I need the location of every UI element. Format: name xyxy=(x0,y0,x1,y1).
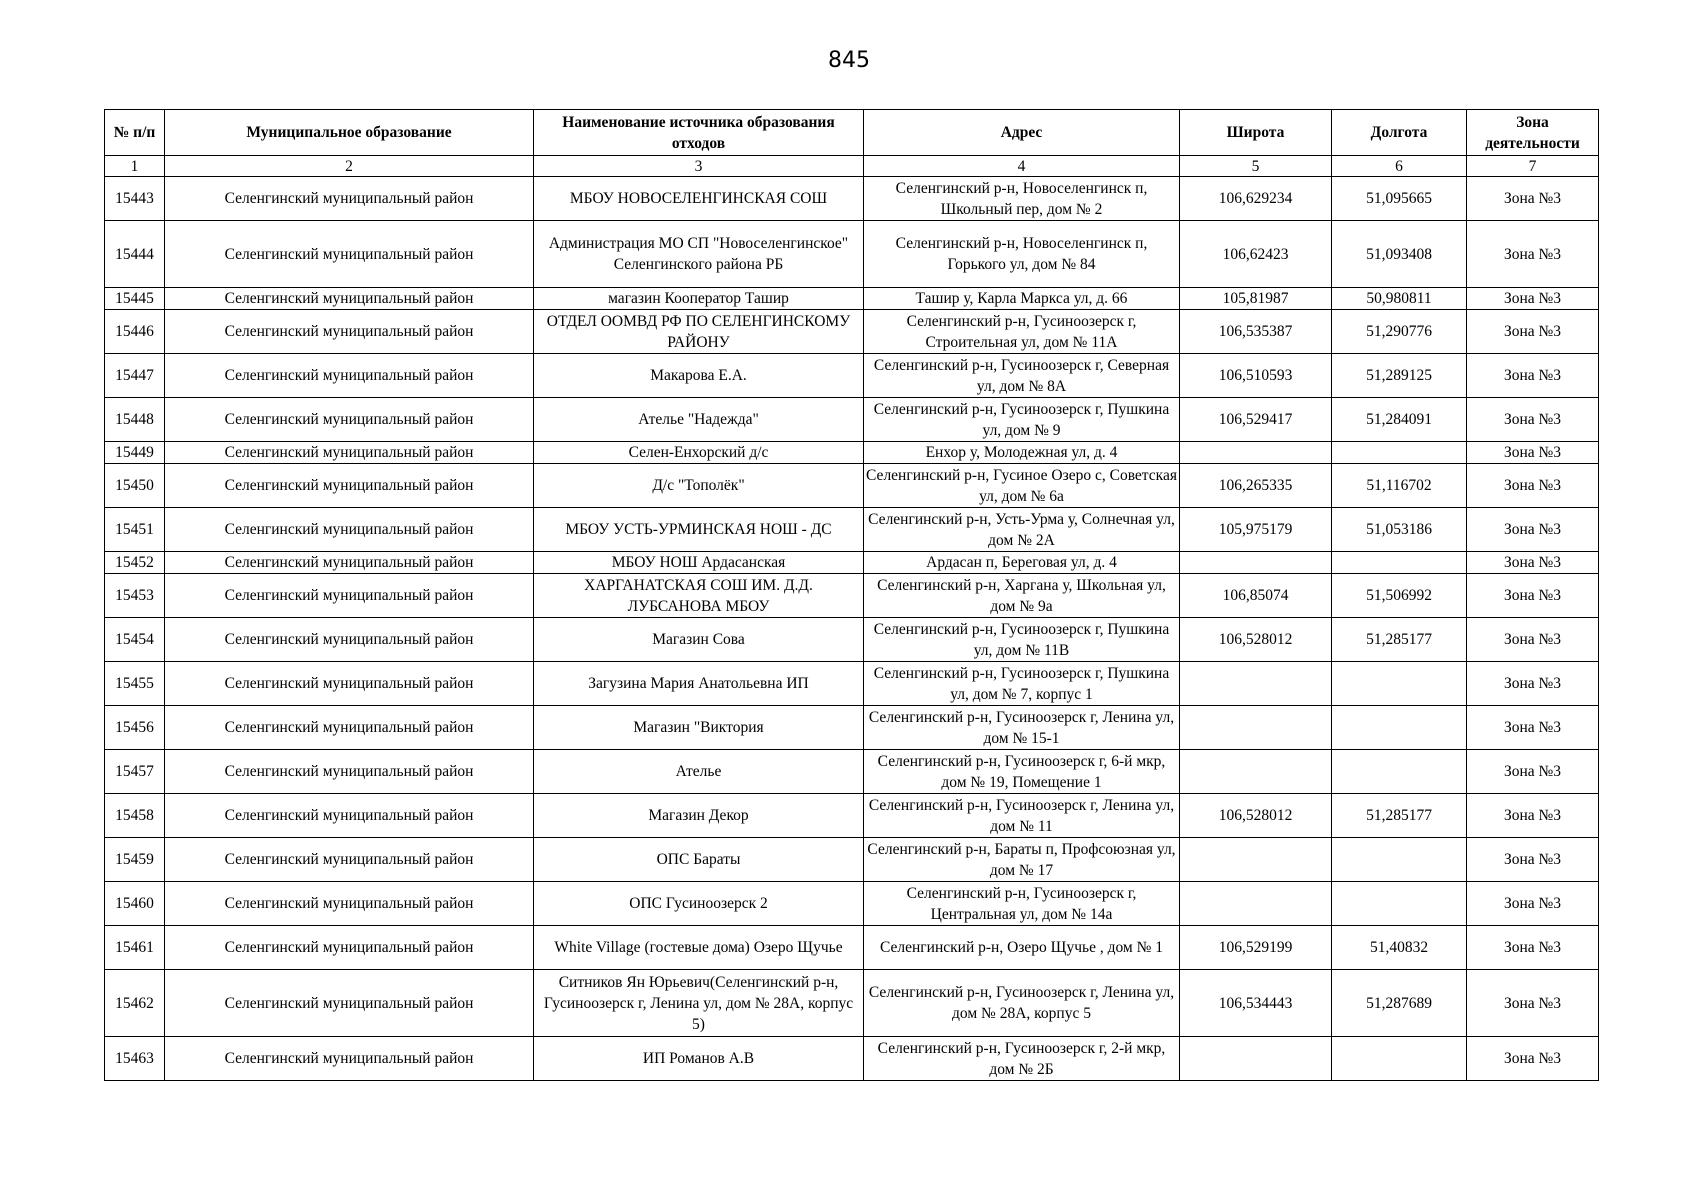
table-row xyxy=(105,288,1599,310)
cell-address: Ташир у, Карла Маркса ул, д. 66 xyxy=(864,288,1180,310)
cell-source-name: Ситников Ян Юрьевич(Селенгинский р-н, Гусиноозерск г, Ленина ул, дом № 28А, корпус 5) xyxy=(534,970,864,1037)
cell-source-name: ХАРГАНАТСКАЯ СОШ ИМ. Д.Д. ЛУБСАНОВА МБОУ xyxy=(534,574,864,618)
cell-source-name: Селен-Енхорский д/с xyxy=(534,442,864,464)
column-number: 4 xyxy=(864,156,1180,177)
cell-zone: Зона №3 xyxy=(1467,618,1599,662)
cell-latitude: 106,528012 xyxy=(1180,794,1332,838)
cell-source-name: ИП Романов А.В xyxy=(534,1037,864,1081)
cell-row-number: 15444 xyxy=(105,221,165,288)
cell-municipality: Селенгинский муниципальный район xyxy=(165,354,534,398)
cell-row-number: 15460 xyxy=(105,882,165,926)
page-number: 845 xyxy=(828,48,870,73)
cell-address: Селенгинский р-н, Гусиноозерск г, Пушкина ул, дом № 7, корпус 1 xyxy=(864,662,1180,706)
cell-zone: Зона №3 xyxy=(1467,310,1599,354)
cell-row-number: 15454 xyxy=(105,618,165,662)
cell-municipality: Селенгинский муниципальный район xyxy=(165,750,534,794)
table-row xyxy=(105,706,1599,750)
cell-zone: Зона №3 xyxy=(1467,464,1599,508)
cell-municipality: Селенгинский муниципальный район xyxy=(165,838,534,882)
cell-address: Селенгинский р-н, Бараты п, Профсоюзная ул, дом № 17 xyxy=(864,838,1180,882)
cell-source-name: МБОУ НОВОСЕЛЕНГИНСКАЯ СОШ xyxy=(534,177,864,221)
cell-address: Селенгинский р-н, Усть-Урма у, Солнечная ул, дом № 2А xyxy=(864,508,1180,552)
table-row xyxy=(105,442,1599,464)
cell-longitude: 51,40832 xyxy=(1332,926,1467,970)
cell-source-name: МБОУ НОШ Ардасанская xyxy=(534,552,864,574)
cell-latitude xyxy=(1180,706,1332,750)
cell-municipality: Селенгинский муниципальный район xyxy=(165,662,534,706)
cell-longitude: 51,093408 xyxy=(1332,221,1467,288)
cell-source-name: Ателье "Надежда" xyxy=(534,398,864,442)
table-row xyxy=(105,926,1599,970)
cell-row-number: 15445 xyxy=(105,288,165,310)
cell-row-number: 15452 xyxy=(105,552,165,574)
cell-longitude xyxy=(1332,882,1467,926)
cell-row-number: 15455 xyxy=(105,662,165,706)
cell-zone: Зона №3 xyxy=(1467,838,1599,882)
cell-municipality: Селенгинский муниципальный район xyxy=(165,310,534,354)
cell-municipality: Селенгинский муниципальный район xyxy=(165,398,534,442)
cell-latitude xyxy=(1180,838,1332,882)
cell-row-number: 15446 xyxy=(105,310,165,354)
cell-address: Селенгинский р-н, Гусиноозерск г, Ленина ул, дом № 11 xyxy=(864,794,1180,838)
cell-longitude: 51,053186 xyxy=(1332,508,1467,552)
cell-municipality: Селенгинский муниципальный район xyxy=(165,1037,534,1081)
cell-longitude xyxy=(1332,662,1467,706)
cell-source-name: МБОУ УСТЬ-УРМИНСКАЯ НОШ - ДС xyxy=(534,508,864,552)
cell-source-name: магазин Кооператор Ташир xyxy=(534,288,864,310)
cell-municipality: Селенгинский муниципальный район xyxy=(165,442,534,464)
cell-longitude xyxy=(1332,838,1467,882)
table-row xyxy=(105,464,1599,508)
table-row xyxy=(105,354,1599,398)
cell-latitude xyxy=(1180,750,1332,794)
header-row-number: № п/п xyxy=(105,110,165,156)
cell-longitude: 51,287689 xyxy=(1332,970,1467,1037)
cell-latitude xyxy=(1180,442,1332,464)
table-row xyxy=(105,794,1599,838)
cell-municipality: Селенгинский муниципальный район xyxy=(165,508,534,552)
column-number: 6 xyxy=(1332,156,1467,177)
cell-zone: Зона №3 xyxy=(1467,750,1599,794)
cell-municipality: Селенгинский муниципальный район xyxy=(165,574,534,618)
cell-longitude: 51,285177 xyxy=(1332,618,1467,662)
cell-address: Селенгинский р-н, Гусиное Озеро с, Советская ул, дом № 6а xyxy=(864,464,1180,508)
table-row xyxy=(105,552,1599,574)
cell-source-name: Д/с "Тополёк" xyxy=(534,464,864,508)
cell-municipality: Селенгинский муниципальный район xyxy=(165,970,534,1037)
cell-row-number: 15448 xyxy=(105,398,165,442)
cell-row-number: 15459 xyxy=(105,838,165,882)
cell-address: Селенгинский р-н, Гусиноозерск г, 6-й мкр, дом № 19, Помещение 1 xyxy=(864,750,1180,794)
cell-address: Селенгинский р-н, Гусиноозерск г, Северная ул, дом № 8А xyxy=(864,354,1180,398)
cell-latitude: 105,81987 xyxy=(1180,288,1332,310)
cell-longitude: 51,506992 xyxy=(1332,574,1467,618)
cell-municipality: Селенгинский муниципальный район xyxy=(165,618,534,662)
cell-longitude xyxy=(1332,552,1467,574)
cell-source-name: Ателье xyxy=(534,750,864,794)
cell-zone: Зона №3 xyxy=(1467,177,1599,221)
cell-latitude xyxy=(1180,1037,1332,1081)
header-longitude: Долгота xyxy=(1332,110,1467,156)
cell-zone: Зона №3 xyxy=(1467,970,1599,1037)
cell-longitude xyxy=(1332,750,1467,794)
table-row xyxy=(105,177,1599,221)
cell-longitude: 50,980811 xyxy=(1332,288,1467,310)
cell-row-number: 15449 xyxy=(105,442,165,464)
header-source-name: Наименование источника образования отходов xyxy=(534,110,864,156)
cell-municipality: Селенгинский муниципальный район xyxy=(165,177,534,221)
cell-latitude xyxy=(1180,552,1332,574)
cell-latitude: 106,62423 xyxy=(1180,221,1332,288)
cell-source-name: ОПС Гусиноозерск 2 xyxy=(534,882,864,926)
cell-source-name: Магазин "Виктория xyxy=(534,706,864,750)
cell-longitude xyxy=(1332,1037,1467,1081)
cell-latitude: 105,975179 xyxy=(1180,508,1332,552)
cell-row-number: 15462 xyxy=(105,970,165,1037)
cell-address: Селенгинский р-н, Новоселенгинск п, Горького ул, дом № 84 xyxy=(864,221,1180,288)
cell-address: Селенгинский р-н, Озеро Щучье , дом № 1 xyxy=(864,926,1180,970)
cell-row-number: 15458 xyxy=(105,794,165,838)
cell-latitude: 106,629234 xyxy=(1180,177,1332,221)
table-row xyxy=(105,882,1599,926)
cell-longitude: 51,284091 xyxy=(1332,398,1467,442)
cell-latitude xyxy=(1180,882,1332,926)
cell-row-number: 15456 xyxy=(105,706,165,750)
cell-zone: Зона №3 xyxy=(1467,508,1599,552)
cell-address: Селенгинский р-н, Гусиноозерск г, Строительная ул, дом № 11А xyxy=(864,310,1180,354)
cell-address: Селенгинский р-н, Гусиноозерск г, Центральная ул, дом № 14а xyxy=(864,882,1180,926)
cell-address: Селенгинский р-н, Гусиноозерск г, Пушкина ул, дом № 11В xyxy=(864,618,1180,662)
table-row xyxy=(105,1037,1599,1081)
cell-latitude: 106,528012 xyxy=(1180,618,1332,662)
cell-source-name: ОТДЕЛ ООМВД РФ ПО СЕЛЕНГИНСКОМУ РАЙОНУ xyxy=(534,310,864,354)
cell-latitude: 106,534443 xyxy=(1180,970,1332,1037)
cell-zone: Зона №3 xyxy=(1467,354,1599,398)
table-row xyxy=(105,750,1599,794)
cell-zone: Зона №3 xyxy=(1467,221,1599,288)
cell-municipality: Селенгинский муниципальный район xyxy=(165,221,534,288)
cell-row-number: 15443 xyxy=(105,177,165,221)
cell-source-name: Загузина Мария Анатольевна ИП xyxy=(534,662,864,706)
header-municipality: Муниципальное образование xyxy=(165,110,534,156)
cell-municipality: Селенгинский муниципальный район xyxy=(165,288,534,310)
cell-address: Енхор у, Молодежная ул, д. 4 xyxy=(864,442,1180,464)
column-number: 1 xyxy=(105,156,165,177)
cell-longitude xyxy=(1332,442,1467,464)
cell-source-name: Магазин Декор xyxy=(534,794,864,838)
cell-latitude: 106,529199 xyxy=(1180,926,1332,970)
cell-source-name: Макарова Е.А. xyxy=(534,354,864,398)
table-row xyxy=(105,574,1599,618)
column-number-row xyxy=(105,156,1599,177)
waste-sources-table xyxy=(104,109,1599,1081)
column-number: 3 xyxy=(534,156,864,177)
table-row xyxy=(105,618,1599,662)
cell-zone: Зона №3 xyxy=(1467,794,1599,838)
cell-row-number: 15447 xyxy=(105,354,165,398)
cell-row-number: 15453 xyxy=(105,574,165,618)
table-row xyxy=(105,508,1599,552)
header-latitude: Широта xyxy=(1180,110,1332,156)
cell-source-name: Магазин Сова xyxy=(534,618,864,662)
cell-latitude: 106,535387 xyxy=(1180,310,1332,354)
cell-address: Селенгинский р-н, Гусиноозерск г, Пушкина ул, дом № 9 xyxy=(864,398,1180,442)
cell-latitude: 106,265335 xyxy=(1180,464,1332,508)
cell-address: Селенгинский р-н, Гусиноозерск г, Ленина ул, дом № 28А, корпус 5 xyxy=(864,970,1180,1037)
table-row xyxy=(105,970,1599,1037)
cell-row-number: 15457 xyxy=(105,750,165,794)
cell-address: Селенгинский р-н, Новоселенгинск п, Школьный пер, дом № 2 xyxy=(864,177,1180,221)
header-zone: Зона деятельности xyxy=(1467,110,1599,156)
cell-row-number: 15450 xyxy=(105,464,165,508)
cell-latitude xyxy=(1180,662,1332,706)
cell-row-number: 15463 xyxy=(105,1037,165,1081)
cell-longitude xyxy=(1332,706,1467,750)
cell-source-name: ОПС Бараты xyxy=(534,838,864,882)
cell-zone: Зона №3 xyxy=(1467,288,1599,310)
cell-address: Селенгинский р-н, Харгана у, Школьная ул, дом № 9а xyxy=(864,574,1180,618)
cell-zone: Зона №3 xyxy=(1467,1037,1599,1081)
cell-longitude: 51,285177 xyxy=(1332,794,1467,838)
cell-zone: Зона №3 xyxy=(1467,882,1599,926)
header-row xyxy=(105,110,1599,156)
column-number: 7 xyxy=(1467,156,1599,177)
cell-zone: Зона №3 xyxy=(1467,574,1599,618)
table-row xyxy=(105,310,1599,354)
cell-zone: Зона №3 xyxy=(1467,706,1599,750)
cell-latitude: 106,510593 xyxy=(1180,354,1332,398)
cell-municipality: Селенгинский муниципальный район xyxy=(165,926,534,970)
cell-longitude: 51,116702 xyxy=(1332,464,1467,508)
cell-zone: Зона №3 xyxy=(1467,398,1599,442)
cell-latitude: 106,85074 xyxy=(1180,574,1332,618)
column-number: 5 xyxy=(1180,156,1332,177)
cell-source-name: Администрация МО СП "Новоселенгинское" Селенгинского района РБ xyxy=(534,221,864,288)
table-row xyxy=(105,662,1599,706)
cell-zone: Зона №3 xyxy=(1467,662,1599,706)
cell-row-number: 15461 xyxy=(105,926,165,970)
cell-latitude: 106,529417 xyxy=(1180,398,1332,442)
cell-municipality: Селенгинский муниципальный район xyxy=(165,794,534,838)
cell-zone: Зона №3 xyxy=(1467,442,1599,464)
column-number: 2 xyxy=(165,156,534,177)
cell-municipality: Селенгинский муниципальный район xyxy=(165,552,534,574)
table-row xyxy=(105,838,1599,882)
cell-address: Селенгинский р-н, Гусиноозерск г, Ленина ул, дом № 15-1 xyxy=(864,706,1180,750)
cell-source-name: White Village (гостевые дома) Озеро Щучье xyxy=(534,926,864,970)
cell-row-number: 15451 xyxy=(105,508,165,552)
table-row xyxy=(105,398,1599,442)
cell-municipality: Селенгинский муниципальный район xyxy=(165,706,534,750)
cell-address: Ардасан п, Береговая ул, д. 4 xyxy=(864,552,1180,574)
cell-municipality: Селенгинский муниципальный район xyxy=(165,882,534,926)
cell-zone: Зона №3 xyxy=(1467,926,1599,970)
cell-address: Селенгинский р-н, Гусиноозерск г, 2-й мкр, дом № 2Б xyxy=(864,1037,1180,1081)
cell-longitude: 51,095665 xyxy=(1332,177,1467,221)
table-row xyxy=(105,221,1599,288)
cell-longitude: 51,290776 xyxy=(1332,310,1467,354)
cell-municipality: Селенгинский муниципальный район xyxy=(165,464,534,508)
cell-longitude: 51,289125 xyxy=(1332,354,1467,398)
header-address: Адрес xyxy=(864,110,1180,156)
cell-zone: Зона №3 xyxy=(1467,552,1599,574)
